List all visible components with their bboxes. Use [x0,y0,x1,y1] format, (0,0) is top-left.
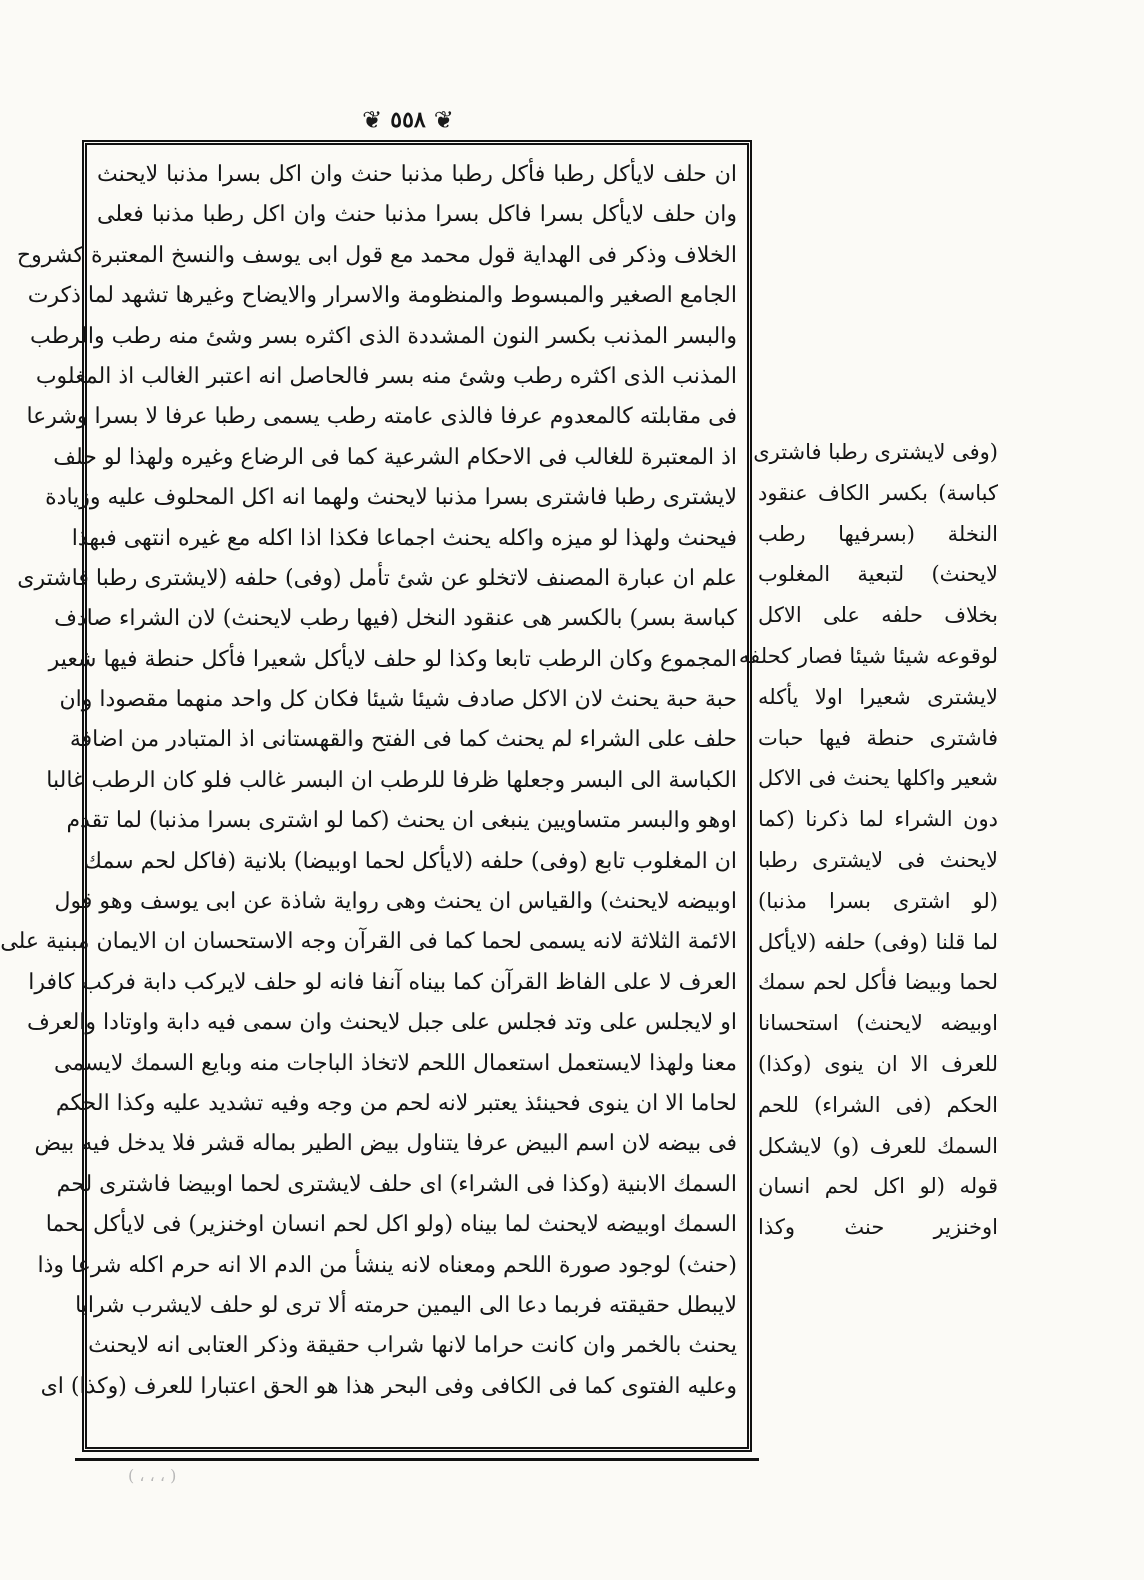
main-text-line: علم ان عبارة المصنف لاتخلو عن شئ تأمل (وفى) حلفه (لايشترى رطبا فاشترى [17,565,737,591]
main-text-line: فى بيضه لان اسم البيض عرفا يتناول بيض الطير بماله قشر فلا يدخل فيه بيض [34,1131,737,1157]
main-text-line: الخلاف وذكر فى الهداية قول محمد مع قول ابى يوسف والنسخ المعتبرة كشروح [16,242,737,268]
side-text-line: لايحنث فى لايشترى رطبا [758,847,998,872]
main-text-line: لايشترى رطبا فاشترى بسرا مذنبا لايحنث ولهما انه اكل المحلوف عليه وزيادة [45,485,737,511]
main-text-line: اوبيضه لايحنث) والقياس ان يحنث وهى رواية شاذة عن ابى يوسف وهو قول [54,889,737,915]
main-text-line: الجامع الصغير والمبسوط والمنظومة والاسرار والايضاح وغيرها تشهد لما ذكرت [27,283,737,309]
side-text-line: اوبيضه لايحنث) استحسانا [758,1011,998,1036]
side-text-line: للعرف الا ان ينوى (وكذا) [758,1051,998,1076]
main-text-line: المذنب الذى اكثره رطب وشئ منه بسر فالحاصل انه اعتبر الغالب اذ المغلوب [35,363,737,389]
side-text-line: (وفى لايشترى رطبا فاشترى [753,440,998,464]
side-text-line: قوله (لو اكل لحم انسان [758,1174,998,1199]
main-text-line: وان حلف لايأكل بسرا فاكل بسرا مذنبا حنث وان اكل رطبا مذنبا فعلى [97,202,737,228]
main-text-line: الكباسة الى البسر وجعلها ظرفا للرطب ان البسر غالب فلو كان الرطب غالبا [46,767,737,793]
side-text-line: شعير واكلها يحنث فى الاكل [758,766,998,791]
main-text-line: الائمة الثلاثة لانه يسمى لحما كما فى القرآن وجه الاستحسان ان الايمان مبنية على [0,929,737,955]
main-text-line: وعليه الفتوى كما فى الكافى وفى البحر هذا هو الحق اعتبارا للعرف (وكذا) اى [40,1373,737,1399]
side-text-line: كباسة) بكسر الكاف عنقود [758,480,998,505]
footer-marginal-note: ( ، ، ، ) [128,1466,177,1485]
main-text-line: السمك الابنية (وكذا فى الشراء) اى حلف لايشترى لحما اوبيضا فاشترى لحم [56,1171,737,1197]
side-text-line: بخلاف حلفه على الاكل [758,603,998,628]
main-text-frame [0,140,752,1452]
main-text-line: اذ المعتبرة للغالب فى الاحكام الشرعية كما فى الرضاع وغيره ولهذا لو حلف [53,444,737,470]
main-text-line: لايبطل حقيقته فربما دعا الى اليمين حرمته ألا ترى لو حلف لايشرب شرابا [75,1292,737,1318]
main-text-line: السمك اوبيضه لايحنث لما بيناه (ولو اكل لحم انسان اوخنزير) فى لايأكل لحما [45,1212,737,1238]
main-text-line: او لايجلس على وتد فجلس على جبل لايحنث وان سمى فيه دابة واوتادا والعرف [27,1010,737,1036]
side-text-line: لحما وبيضا فأكل لحم سمك [758,970,998,995]
side-text-line: اوخنزير حنث وكذا [758,1215,998,1240]
side-text-line: لايحنث) لتبعية المغلوب [758,562,998,587]
main-text-line: ان حلف لايأكل رطبا فأكل رطبا مذنبا حنث وان اكل بسرا مذنبا لايحنث [97,162,737,187]
side-text-line: الحكم (فى الشراء) للحم [758,1092,998,1117]
main-text-line: فيحنث ولهذا لو ميزه واكله يحنث اجماعا فكذا اذا اكله مع غيره انتهى فبهذا [71,525,737,551]
main-text-line: العرف لا على الفاظ القرآن كما بيناه آنفا فانه لو حلف لايركب دابة فركب كافرا [28,969,737,995]
main-text-line: يحنث بالخمر وان كانت حراما لانها شراب حقيقة وذكر العتابى انه لايحنث [88,1333,737,1359]
side-text-line: لما قلنا (وفى) حلفه (لايأكل [758,929,998,954]
side-text-line: النخلة (بسرفيها رطب [758,521,998,546]
main-text-line: والبسر المذنب بكسر النون المشددة الذى اكثره بسر وشئ منه رطب والرطب [29,323,737,349]
main-text-line: ان المغلوب تابع (وفى) حلفه (لايأكل لحما اوبيضا) بلانية (فاكل لحم سمك [83,848,737,874]
side-text-line: لايشترى شعيرا اولا يأكله [758,684,998,709]
side-text-line: لوقوعه شيئا شيئا فصار كحلفه [738,643,998,668]
side-text-line: السمك للعرف (و) لايشكل [758,1133,998,1158]
main-text-line: كباسة بسر) بالكسر هى عنقود النخل (فيها رطب لايحنث) لان الشراء صادف [54,606,737,632]
marginal-commentary [738,432,998,1248]
main-text-line: المجموع وكان الرطب تابعا وكذا لو حلف لايأكل شعيرا فأكل حنطة فيها شعير [48,646,737,672]
side-text-line: (لو اشترى بسرا مذنبا) [758,888,998,913]
main-text-line: معنا ولهذا لايستعمل استعمال اللحم لاتخاذ الباجات منه وبايع السمك لايسمى [54,1050,737,1076]
main-text-line: لحاما الا ان ينوى فحينئذ يعتبر لانه لحم من وجه وفيه تشديد عليه وكذا الحكم [55,1090,737,1116]
side-text-line: فاشترى حنطة فيها حبات [758,725,998,750]
page-number: ٥٥٨ [390,107,426,133]
main-text-line: حبة حبة يحنث لان الاكل صادف شيئا شيئا فكان كل واحد منهما مقصودا وان [59,687,737,713]
main-text-body [0,155,737,1407]
page-header [338,100,478,140]
left-ornament-icon: ❦ [362,106,383,134]
main-text-line: فى مقابلته كالمعدوم عرفا فالذى عامته رطب يسمى رطبا عرفا لا بسرا وشرعا [26,404,737,430]
side-text-line: دون الشراء لما ذكرنا (كما [758,807,998,832]
right-ornament-icon: ❦ [433,106,454,134]
main-text-line: (حنث) لوجود صورة اللحم ومعناه لانه ينشأ من الدم الا انه حرم اكله شرعا وذا [37,1252,737,1278]
main-text-line: اوهو والبسر متساويين ينبغى ان يحنث (كما لو اشترى بسرا مذنبا) لما تقدم [66,808,737,834]
main-text-line: حلف على الشراء لم يحنث كما فى الفتح والقهستانى اذ المتبادر من اضافة [69,727,737,753]
